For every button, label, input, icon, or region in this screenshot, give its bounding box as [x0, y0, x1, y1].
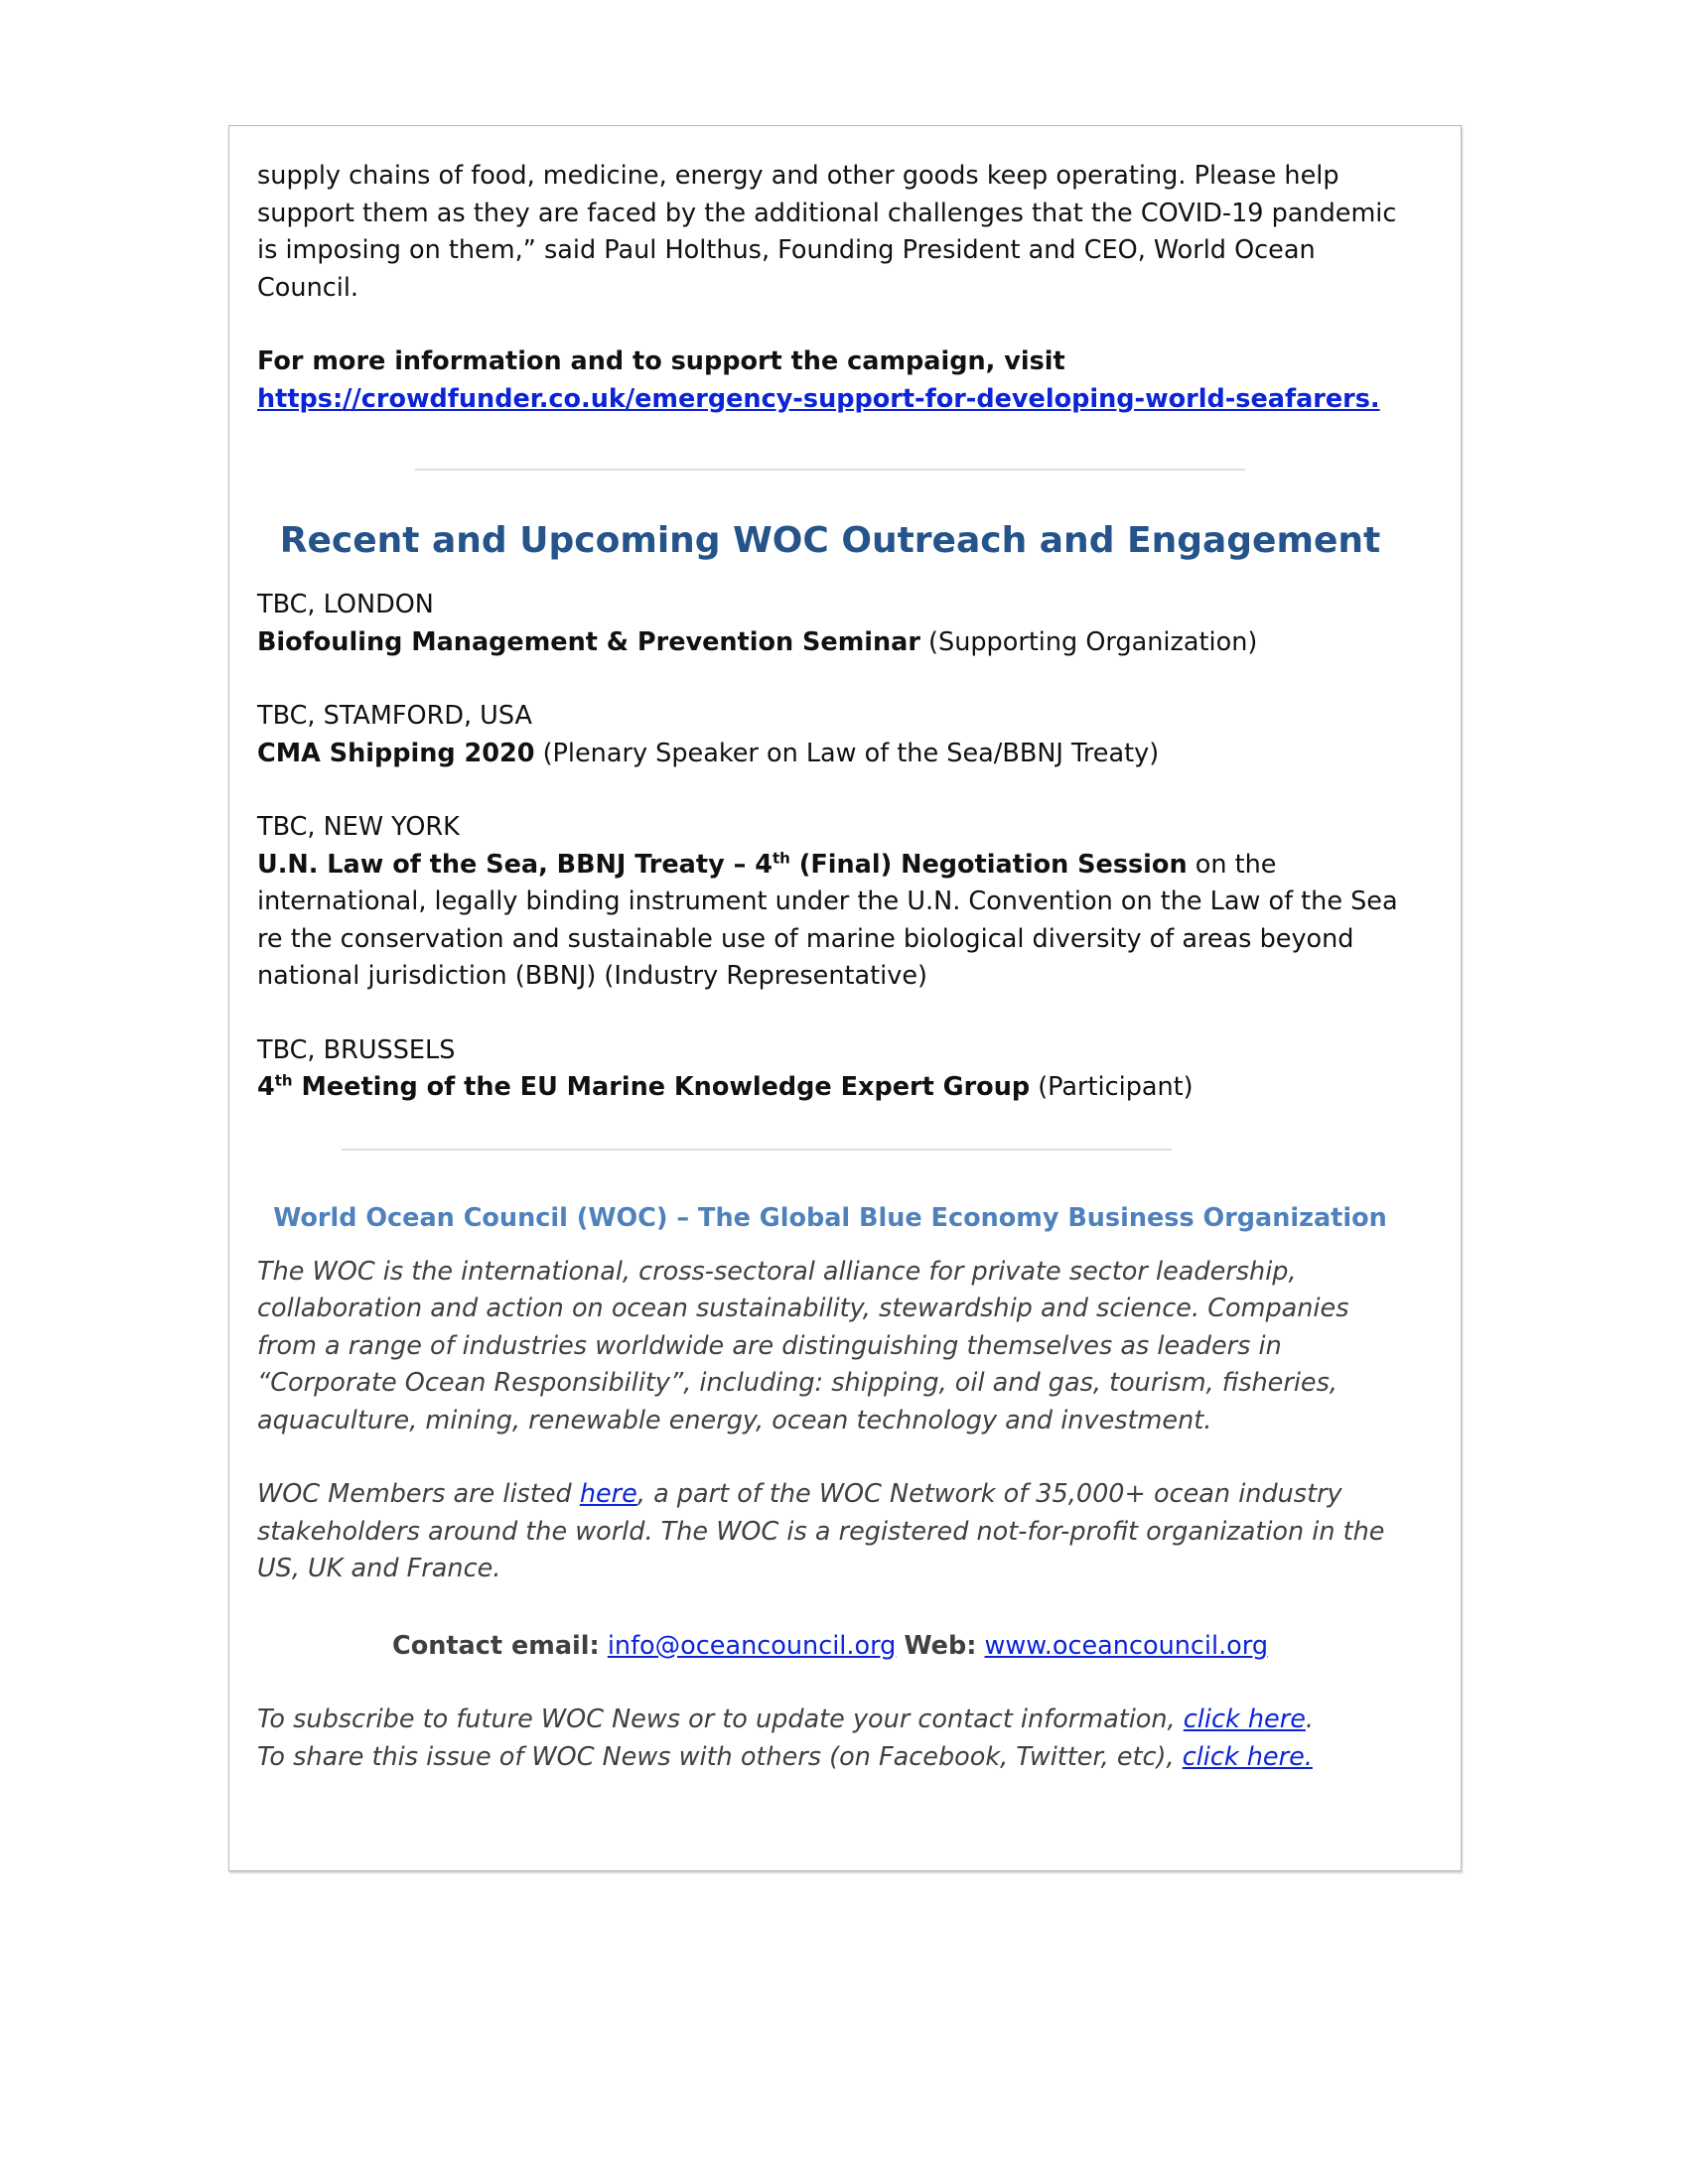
event-title: Biofouling Management & Prevention Seminar	[257, 626, 920, 657]
newsletter-content	[229, 158, 1461, 1776]
divider	[415, 469, 1245, 471]
quote-paragraph: supply chains of food, medicine, energy and other goods keep operating. Please help support them as they are faced by the additional challenges that the COVID-19 pandemic is imposing on them,” said Paul Holthus, Founding President and CEO, World Ocean Council.	[257, 161, 1397, 303]
cta-paragraph	[257, 343, 1403, 418]
event-role: (Plenary Speaker on Law of the Sea/BBNJ Treaty)	[534, 738, 1160, 768]
event-item	[257, 1032, 1403, 1107]
event-location: TBC, NEW YORK	[257, 812, 460, 842]
event-role: (Supporting Organization)	[919, 626, 1258, 657]
event-line	[257, 1069, 1403, 1107]
outreach-heading: Recent and Upcoming WOC Outreach and Engagement	[279, 520, 1381, 561]
event-item	[257, 698, 1403, 772]
event-location: TBC, STAMFORD, USA	[257, 701, 532, 731]
event-line	[257, 736, 1403, 773]
subscribe-line: To subscribe to future WOC News or to update your contact information, click here.	[257, 1705, 1314, 1734]
event-item	[257, 809, 1403, 996]
subscribe-link[interactable]: click here	[1183, 1705, 1306, 1734]
contact-label: Contact email:	[391, 1630, 600, 1661]
event-title: 4th Meeting of the EU Marine Knowledge Expert Group	[257, 1071, 1031, 1102]
event-location: TBC, LONDON	[257, 590, 434, 619]
cta-text: For more information and to support the campaign, visit	[257, 346, 1065, 376]
event-location: TBC, BRUSSELS	[257, 1034, 456, 1065]
crowdfunder-link[interactable]: https://crowdfunder.co.uk/emergency-support-for-developing-world-seafarers.	[257, 383, 1380, 414]
about-description: The WOC is the international, cross-sectoral alliance for private sector leadership, collaboration and action on ocean sustainability, stewardship and science. Companies from a range of industries worldwide are distinguishing themselves as leaders in “Corporate Ocean Responsibility”, including: shipping, oil and gas, tourism, fisheries, aquaculture, mining, renewable energy, ocean technology and investment.	[257, 1256, 1349, 1435]
newsletter-frame	[228, 125, 1462, 1871]
about-heading: World Ocean Council (WOC) – The Global Blue Economy Business Organization	[273, 1202, 1387, 1233]
event-title: U.N. Law of the Sea, BBNJ Treaty – 4th (Final) Negotiation Session	[257, 849, 1188, 880]
web-label: Web:	[904, 1630, 977, 1661]
contact-line	[257, 1628, 1403, 1666]
event-description: on the international, legally binding instrument under the U.N. Convention on the Law of the Sea re the conservation and sustainable use of marine biological diversity of areas beyond national jurisdiction (BBNJ) (Industry Representative)	[257, 849, 1398, 991]
share-line: To share this issue of WOC News with others (on Facebook, Twitter, etc), click here.	[257, 1741, 1313, 1772]
event-line	[257, 847, 1403, 996]
share-link[interactable]: click here.	[1182, 1741, 1313, 1772]
event-item	[257, 587, 1403, 661]
event-role: (Participant)	[1030, 1072, 1194, 1102]
members-link[interactable]: here	[579, 1479, 637, 1509]
members-paragraph: WOC Members are listed here, a part of the WOC Network of 35,000+ ocean industry stakeholders around the world. The WOC is a registered not-for-profit organization in the US, UK and France.	[257, 1479, 1385, 1583]
event-title: CMA Shipping 2020	[257, 738, 535, 768]
website-link[interactable]: www.oceancouncil.org	[984, 1630, 1269, 1661]
contact-email-link[interactable]: info@oceancouncil.org	[607, 1630, 897, 1661]
divider	[342, 1149, 1172, 1151]
event-line	[257, 624, 1403, 662]
